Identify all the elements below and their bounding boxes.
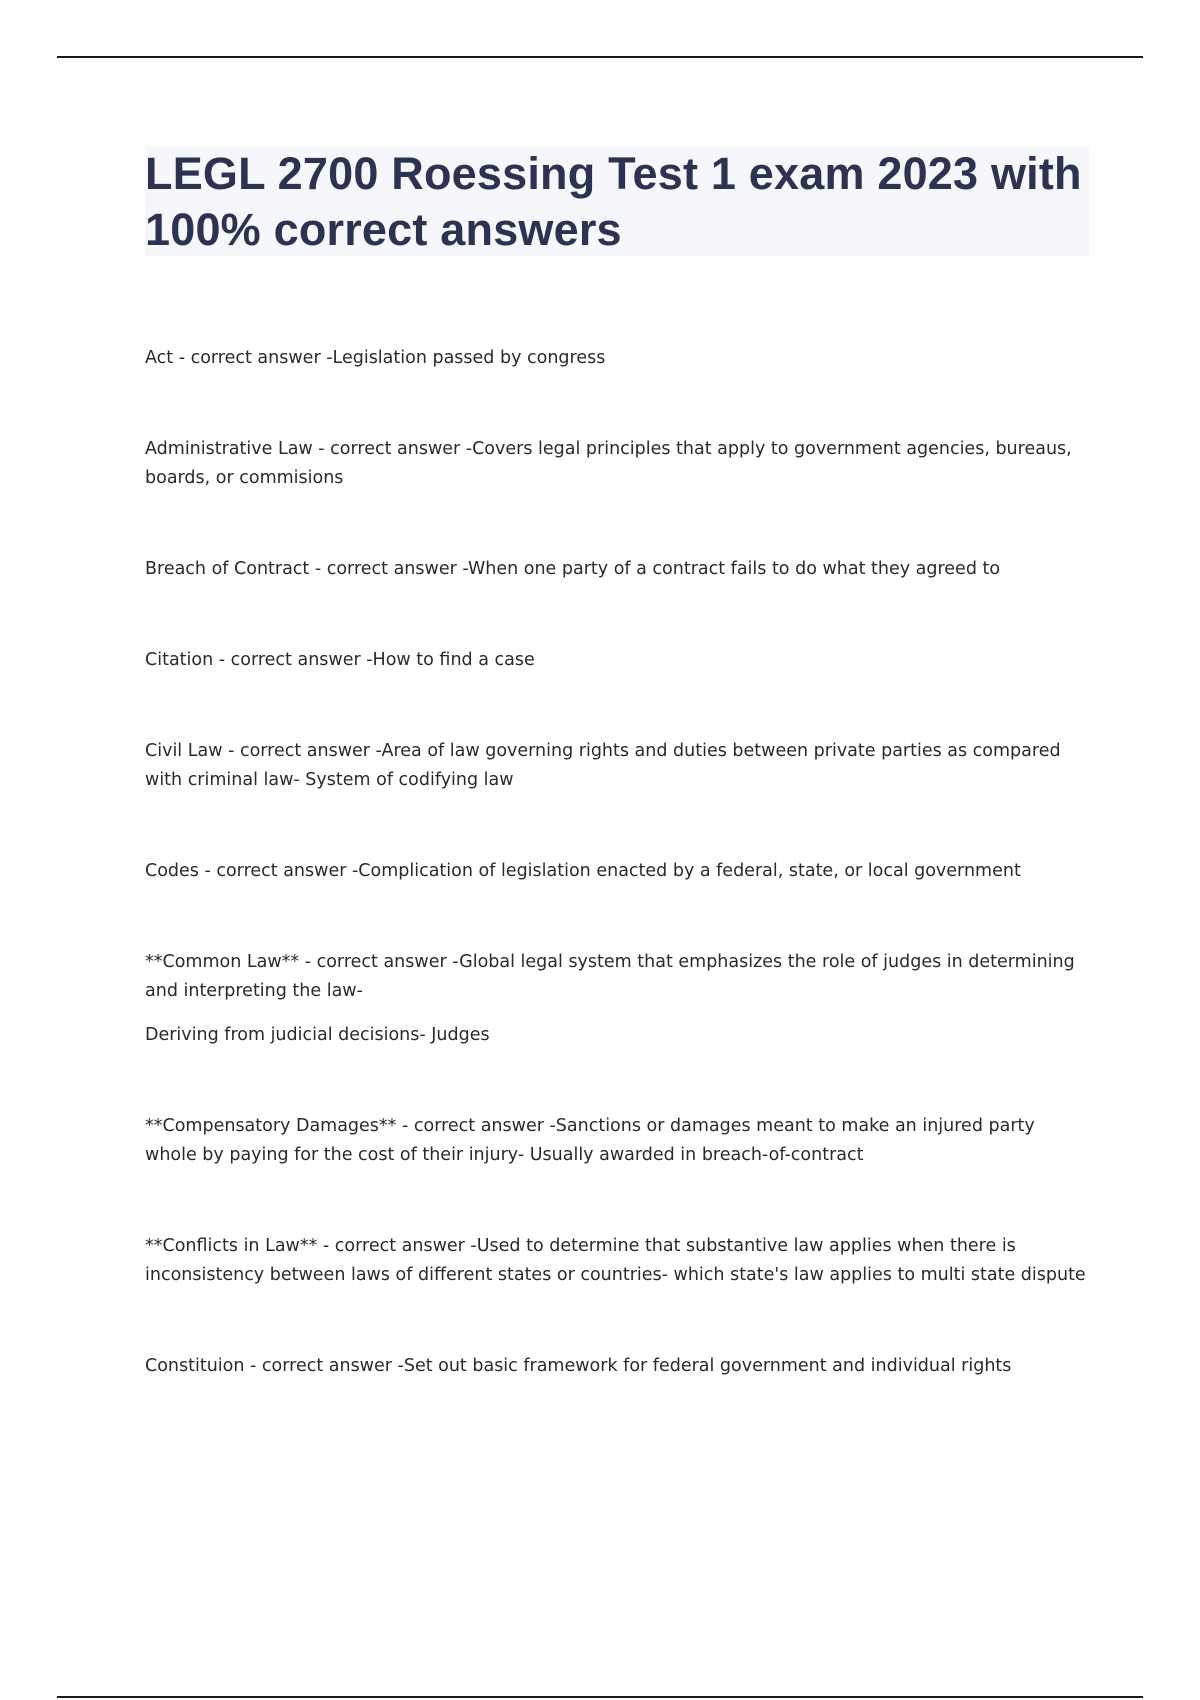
- list-item: [145, 1112, 1090, 1170]
- entry-text: Administrative Law - correct answer -Covers legal principles that apply to government agencies, bureaus, boards, or commisions: [145, 439, 1072, 488]
- list-item: [145, 1232, 1090, 1290]
- document-title: LEGL 2700 Roessing Test 1 exam 2023 with 100% correct answers: [145, 148, 1082, 255]
- entry-continuation: Deriving from judicial decisions- Judges: [145, 1025, 490, 1045]
- entry-text: Breach of Contract - correct answer -When one party of a contract fails to do what they agreed to: [145, 559, 1001, 579]
- flashcard-list: [145, 344, 1090, 1381]
- list-item: [145, 555, 1090, 584]
- title-banner: [145, 146, 1089, 256]
- entry-text: **Compensatory Damages** - correct answer -Sanctions or damages meant to make an injured party whole by paying for the cost of their injury- Usually awarded in breach-of-contract: [145, 1116, 1035, 1165]
- list-item: [145, 857, 1090, 886]
- list-item: [145, 1352, 1090, 1381]
- list-item: [145, 646, 1090, 675]
- entry-text: Constituion - correct answer -Set out basic framework for federal government and individual rights: [145, 1356, 1012, 1376]
- list-item: [145, 948, 1090, 1050]
- entry-text: **Common Law** - correct answer -Global legal system that emphasizes the role of judges in determining and interpreting the law-: [145, 952, 1075, 1001]
- bottom-rule: [57, 1696, 1143, 1698]
- list-item: [145, 344, 1090, 373]
- entry-text: Codes - correct answer -Complication of legislation enacted by a federal, state, or local government: [145, 861, 1021, 881]
- entry-text: **Conflicts in Law** - correct answer -Used to determine that substantive law applies when there is inconsistency between laws of different states or countries- which state's law applies to multi state dispute: [145, 1236, 1086, 1285]
- entry-text: Act - correct answer -Legislation passed by congress: [145, 348, 606, 368]
- list-item: [145, 737, 1090, 795]
- entry-text: Civil Law - correct answer -Area of law governing rights and duties between private parties as compared with criminal law- System of codifying law: [145, 741, 1061, 790]
- entry-text: Citation - correct answer -How to find a case: [145, 650, 535, 670]
- top-rule: [57, 56, 1143, 58]
- list-item: [145, 435, 1090, 493]
